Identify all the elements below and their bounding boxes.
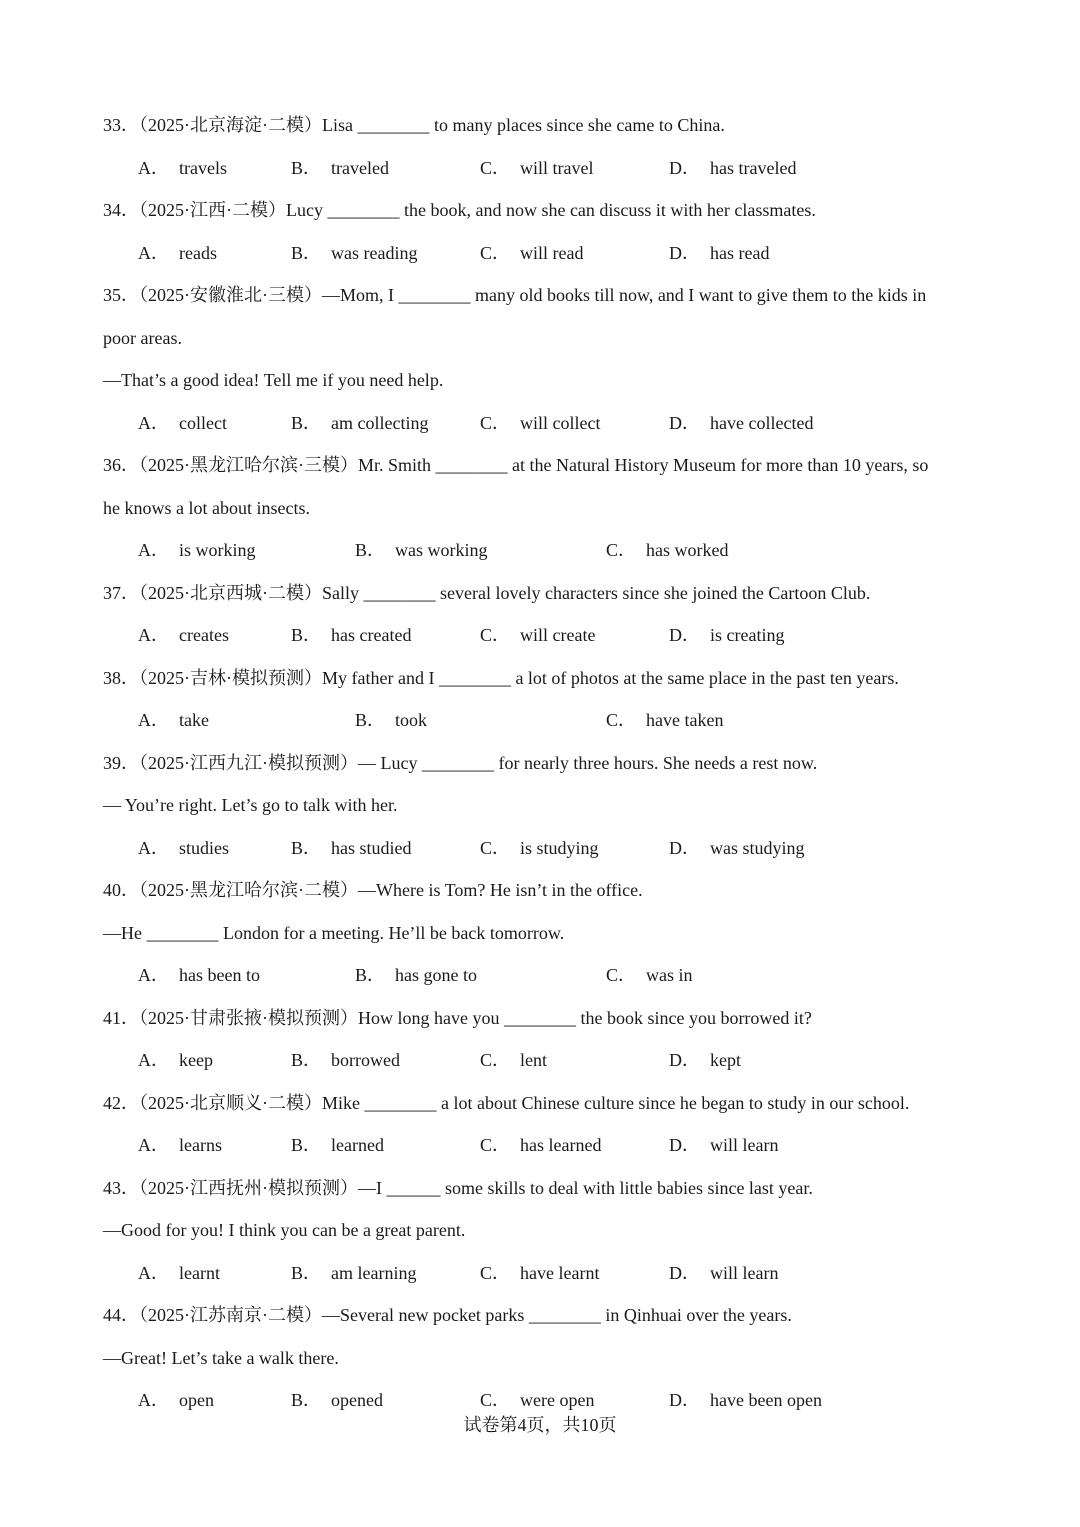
option-text: has read (710, 242, 770, 263)
question-stem: 34．（2025·江西·二模）Lucy ________ the book, and now she can discuss it with her classmates. (103, 200, 816, 220)
answer-option[interactable] (355, 708, 427, 732)
option-label: A． (138, 157, 169, 178)
option-text: is working (179, 540, 256, 560)
answer-option[interactable] (138, 156, 227, 180)
option-label: C． (480, 412, 511, 433)
option-label: D． (669, 1390, 700, 1410)
question-stem: 37．（2025·北京西城·二模）Sally ________ several lovely characters since she joined the Cartoon Club. (103, 582, 871, 603)
answer-option[interactable] (606, 963, 693, 987)
question-line: —That’s a good idea! Tell me if you need help. (103, 370, 444, 390)
option-text: has created (331, 625, 412, 645)
option-text: took (395, 710, 428, 730)
answer-option[interactable] (138, 963, 260, 987)
option-label: A． (138, 242, 169, 263)
answer-options (103, 538, 984, 562)
option-label: D． (669, 157, 700, 178)
option-label: D． (669, 412, 700, 433)
question-line: —Good for you! I think you can be a great parent. (103, 1220, 466, 1240)
question-line: —He ________ London for a meeting. He’ll be back tomorrow. (103, 922, 565, 943)
question-stem: 41．（2025·甘肃张掖·模拟预测）How long have you ________ the book since you borrowed it? (103, 1007, 812, 1028)
question-line: —Great! Let’s take a walk there. (103, 1347, 339, 1368)
answer-option[interactable] (669, 1133, 778, 1157)
answer-option[interactable] (291, 411, 428, 435)
answer-option[interactable] (355, 963, 477, 987)
option-text: will travel (520, 157, 594, 178)
answer-option[interactable] (138, 1048, 213, 1072)
answer-options (103, 411, 984, 435)
answer-option[interactable] (606, 708, 723, 732)
option-text: is studying (520, 837, 599, 858)
option-label: C． (480, 157, 511, 178)
answer-option[interactable] (669, 836, 805, 860)
answer-option[interactable] (606, 538, 729, 562)
question-stem: 38．（2025·吉林·模拟预测）My father and I ________ a lot of photos at the same place in the past ten years. (103, 667, 899, 688)
option-label: A． (138, 412, 169, 433)
option-text: keep (179, 1050, 213, 1070)
option-label: B． (355, 710, 386, 730)
option-text: was studying (710, 837, 805, 858)
answer-option[interactable] (138, 1388, 214, 1412)
answer-options (103, 1133, 984, 1157)
answer-option[interactable] (291, 1388, 383, 1412)
option-text: have learnt (520, 1262, 600, 1283)
answer-options (103, 623, 984, 647)
answer-option[interactable] (480, 623, 595, 647)
option-text: have taken (646, 710, 724, 730)
option-text: has been to (179, 965, 260, 985)
question-stem: 44．（2025·江苏南京·二模）—Several new pocket parks ________ in Qinhuai over the years. (103, 1305, 792, 1325)
option-label: B． (291, 625, 322, 645)
option-text: kept (710, 1050, 741, 1070)
option-text: reads (179, 242, 217, 263)
answer-option[interactable] (355, 538, 488, 562)
option-text: am learning (331, 1262, 417, 1283)
option-label: D． (669, 1050, 700, 1070)
option-label: B． (291, 1050, 322, 1070)
option-text: has learned (520, 1135, 602, 1155)
option-text: will collect (520, 412, 601, 433)
option-text: learned (331, 1135, 384, 1155)
answer-option[interactable] (669, 1261, 778, 1285)
option-text: have collected (710, 412, 814, 433)
option-text: were open (520, 1390, 595, 1410)
question-stem: 36．（2025·黑龙江哈尔滨·三模）Mr. Smith ________ at the Natural History Museum for more than 10 years, so (103, 455, 929, 475)
option-label: A． (138, 1050, 169, 1070)
answer-options (103, 1048, 984, 1072)
answer-option[interactable] (480, 156, 594, 180)
answer-option[interactable] (138, 708, 209, 732)
option-text: borrowed (331, 1050, 400, 1070)
option-text: take (179, 710, 209, 730)
option-label: A． (138, 1390, 169, 1410)
option-text: traveled (331, 157, 389, 178)
question-line: — You’re right. Let’s go to talk with her. (103, 795, 398, 815)
option-text: has worked (646, 540, 729, 560)
option-label: A． (138, 1262, 169, 1283)
option-label: D． (669, 242, 700, 263)
option-label: C． (480, 1390, 511, 1410)
option-label: A． (138, 625, 169, 645)
option-text: will create (520, 625, 596, 645)
answer-option[interactable] (138, 1133, 222, 1157)
option-label: A． (138, 1135, 169, 1155)
option-label: B． (291, 1262, 322, 1283)
option-label: C． (606, 540, 637, 560)
question-stem: 33．（2025·北京海淀·二模）Lisa ________ to many places since she came to China. (103, 115, 725, 135)
answer-option[interactable] (480, 836, 599, 860)
option-text: has studied (331, 837, 412, 858)
option-text: am collecting (331, 412, 429, 433)
answer-option[interactable] (480, 1261, 599, 1285)
option-text: will learn (710, 1135, 779, 1155)
answer-option[interactable] (669, 156, 796, 180)
option-label: B． (291, 1390, 322, 1410)
question-stem: 43．（2025·江西抚州·模拟预测）—I ______ some skills to deal with little babies since last year. (103, 1177, 813, 1198)
answer-options (103, 1261, 984, 1285)
option-label: D． (669, 1135, 700, 1155)
option-text: has gone to (395, 965, 477, 985)
option-label: B． (355, 965, 386, 985)
option-label: C． (480, 625, 511, 645)
answer-option[interactable] (669, 1388, 822, 1412)
option-text: learns (179, 1135, 222, 1155)
page-footer: 试卷第4页，共10页 (463, 1415, 617, 1435)
option-label: B． (355, 540, 386, 560)
answer-option[interactable] (669, 623, 784, 647)
option-text: is creating (710, 625, 785, 645)
option-text: learnt (179, 1262, 220, 1283)
answer-option[interactable] (291, 836, 412, 860)
option-label: D． (669, 625, 700, 645)
option-label: C． (480, 1262, 511, 1283)
option-label: C． (606, 710, 637, 730)
answer-option[interactable] (138, 241, 217, 265)
answer-options (103, 1388, 984, 1412)
option-text: travels (179, 157, 227, 178)
option-text: creates (179, 625, 229, 645)
answer-option[interactable] (291, 241, 417, 265)
option-text: will learn (710, 1262, 779, 1283)
option-text: has traveled (710, 157, 797, 178)
answer-option[interactable] (480, 1388, 594, 1412)
answer-options (103, 241, 984, 265)
option-text: open (179, 1390, 214, 1410)
answer-option[interactable] (669, 241, 769, 265)
question-stem: 42．（2025·北京顺义·二模）Mike ________ a lot about Chinese culture since he began to study in our school. (103, 1092, 910, 1113)
answer-option[interactable] (291, 1048, 400, 1072)
answer-option[interactable] (480, 411, 601, 435)
option-label: C． (480, 1050, 511, 1070)
option-text: will read (520, 242, 584, 263)
option-text: studies (179, 837, 230, 858)
option-label: C． (480, 837, 511, 858)
answer-options (103, 156, 984, 180)
option-label: B． (291, 242, 322, 263)
answer-option[interactable] (138, 411, 227, 435)
question-stem: 40．（2025·黑龙江哈尔滨·二模）—Where is Tom? He isn’t in the office. (103, 880, 643, 900)
answer-option[interactable] (138, 836, 229, 860)
answer-option[interactable] (291, 1133, 384, 1157)
option-label: D． (669, 837, 700, 858)
question-line: poor areas. (103, 327, 182, 348)
option-text: was working (395, 540, 488, 560)
answer-option[interactable] (480, 241, 584, 265)
answer-option[interactable] (480, 1048, 547, 1072)
question-stem: 39．（2025·江西九江·模拟预测）— Lucy ________ for nearly three hours. She needs a rest now. (103, 752, 818, 773)
option-label: B． (291, 412, 322, 433)
answer-option[interactable] (291, 1261, 416, 1285)
answer-options (103, 963, 984, 987)
answer-option[interactable] (138, 1261, 220, 1285)
answer-option[interactable] (138, 538, 256, 562)
question-stem: 35．（2025·安徽淮北·三模）—Mom, I ________ many old books till now, and I want to give them to the kids in (103, 285, 927, 305)
option-text: was in (646, 965, 693, 985)
option-label: A． (138, 965, 169, 985)
option-label: C． (480, 1135, 511, 1155)
option-text: opened (331, 1390, 383, 1410)
answer-option[interactable] (138, 623, 229, 647)
question-line: he knows a lot about insects. (103, 497, 310, 518)
option-text: was reading (331, 242, 418, 263)
option-text: collect (179, 412, 227, 433)
option-label: A． (138, 710, 169, 730)
option-label: B． (291, 157, 322, 178)
answer-option[interactable] (669, 411, 813, 435)
answer-options (103, 708, 984, 732)
option-text: have been open (710, 1390, 822, 1410)
option-text: lent (520, 1050, 548, 1070)
option-label: C． (606, 965, 637, 985)
option-label: C． (480, 242, 511, 263)
answer-option[interactable] (669, 1048, 741, 1072)
answer-options (103, 836, 984, 860)
answer-option[interactable] (480, 1133, 601, 1157)
option-label: D． (669, 1262, 700, 1283)
option-label: B． (291, 837, 322, 858)
option-label: A． (138, 540, 169, 560)
answer-option[interactable] (291, 623, 411, 647)
answer-option[interactable] (291, 156, 389, 180)
option-label: A． (138, 837, 169, 858)
option-label: B． (291, 1135, 322, 1155)
